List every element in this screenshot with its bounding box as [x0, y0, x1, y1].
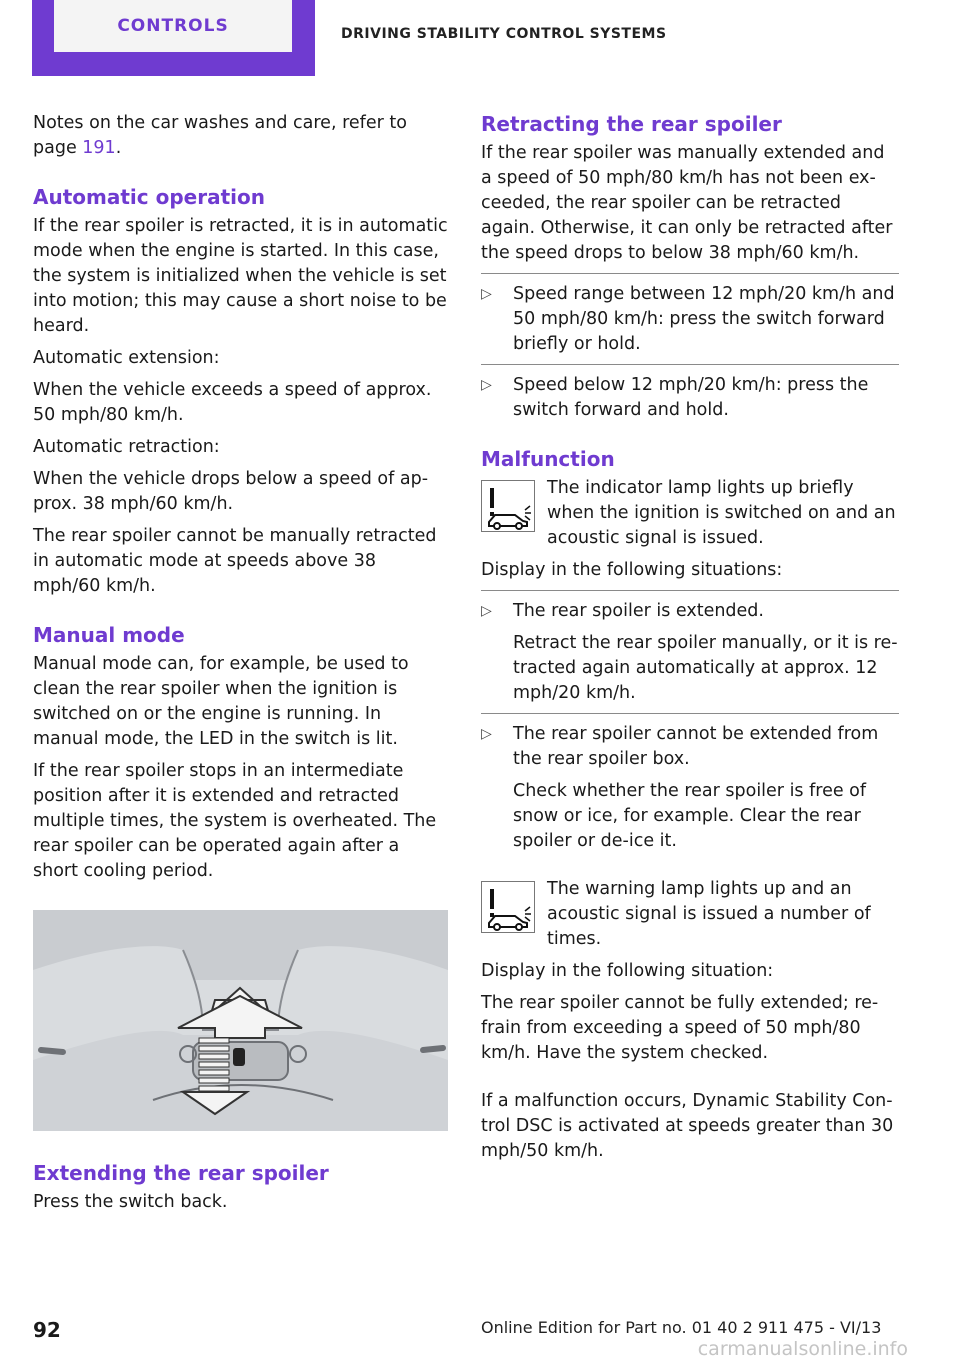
chapter-tab: CONTROLS — [54, 0, 292, 52]
list-item-detail: Retract the rear spoiler manually, or it is retracted again automatically at approx. 12 mph/20 km/h. — [513, 633, 898, 703]
watermark: carmanualsonline.info — [697, 1338, 908, 1360]
paragraph: The warning lamp lights up and an acoustic signal is issued a number of times. — [547, 879, 871, 949]
list-item-text: Speed range between 12 mph/20 km/h and 50 mph/80 km/h: press the switch forward briefly or hold. — [513, 284, 895, 354]
indicator-lamp-note — [481, 476, 899, 551]
page-link[interactable]: 191 — [82, 138, 116, 158]
paragraph: If the rear spoiler stops in an intermediate position after it is extended and retracted multiple times, the system is overheated. The rear spoiler can be operated again after a short cooling period. — [33, 761, 437, 881]
page-number: 92 — [33, 1318, 61, 1342]
label: Automatic retraction: — [33, 437, 220, 457]
heading-manual-mode: Manual mode — [33, 623, 185, 647]
paragraph: If a malfunction occurs, Dynamic Stability Control DSC is activated at speeds greater than 30 mph/50 km/h. — [481, 1091, 894, 1161]
paragraph: If the rear spoiler is retracted, it is in automatic mode when the engine is started. In this case, the system is initialized when the vehicle is set into motion; this may cause a short noise to be heard. — [33, 216, 448, 336]
list-item-text: The rear spoiler is extended. — [513, 601, 764, 621]
rear-spoiler-warning-icon — [481, 480, 535, 532]
intro-end: . — [115, 138, 122, 158]
intro-text: Notes on the car washes and care, refer to page — [33, 113, 407, 158]
paragraph: If the rear spoiler was manually extended and a speed of 50 mph/80 km/h has not been exceeded, the rear spoiler can be retracted again. Otherwise, it can only be retracted after the speed drops to below 38 mph/60 km/h. — [481, 143, 893, 263]
paragraph: The rear spoiler cannot be fully extended; refrain from exceeding a speed of 50 mph/80 km/h. Have the system checked. — [481, 993, 879, 1063]
divider — [481, 590, 899, 591]
bullet-icon: ▷ — [481, 603, 492, 619]
divider — [481, 713, 899, 714]
heading-extending-rear-spoiler: Extending the rear spoiler — [33, 1161, 329, 1185]
left-column — [33, 111, 448, 891]
rear-spoiler-switch-illustration — [33, 910, 448, 1131]
list-item-text: The rear spoiler cannot be extended from the rear spoiler box. — [513, 724, 879, 769]
paragraph: Manual mode can, for example, be used to clean the rear spoiler when the ignition is switched on or the engine is running. In manual mode, the LED in the switch is lit. — [33, 654, 409, 749]
label: Display in the following situation: — [481, 961, 774, 981]
bullet-icon: ▷ — [481, 726, 492, 742]
warning-lamp-note — [481, 877, 899, 952]
label: Automatic extension: — [33, 348, 220, 368]
heading-malfunction: Malfunction — [481, 447, 615, 471]
paragraph: The indicator lamp lights up briefly when the ignition is switched on and an acoustic signal is issued. — [547, 478, 896, 548]
section-title: DRIVING STABILITY CONTROL SYSTEMS — [341, 26, 667, 42]
list-item — [481, 722, 899, 772]
paragraph: The rear spoiler cannot be manually retracted in automatic mode at speeds above 38 mph/60 km/h. — [33, 526, 437, 596]
intro-paragraph — [33, 111, 448, 161]
heading-retracting-rear-spoiler: Retracting the rear spoiler — [481, 112, 782, 136]
paragraph: When the vehicle drops below a speed of approx. 38 mph/60 km/h. — [33, 469, 429, 514]
list-item — [481, 373, 899, 423]
bullet-icon: ▷ — [481, 377, 492, 393]
bullet-icon: ▷ — [481, 286, 492, 302]
list-item — [481, 599, 899, 624]
list-item-detail: Check whether the rear spoiler is free of snow or ice, for example. Clear the rear spoiler or de-ice it. — [513, 781, 867, 851]
divider — [481, 273, 899, 274]
divider — [481, 364, 899, 365]
label: Display in the following situations: — [481, 560, 783, 580]
rear-spoiler-warning-icon — [481, 881, 535, 933]
extend-section — [33, 1160, 448, 1222]
list-item — [481, 282, 899, 357]
right-column — [481, 111, 899, 1171]
paragraph: When the vehicle exceeds a speed of approx. 50 mph/80 km/h. — [33, 380, 432, 425]
paragraph: Press the switch back. — [33, 1192, 228, 1212]
heading-automatic-operation: Automatic operation — [33, 185, 265, 209]
list-item-text: Speed below 12 mph/20 km/h: press the switch forward and hold. — [513, 375, 869, 420]
edition-footer: Online Edition for Part no. 01 40 2 911 475 - VI/13 — [481, 1318, 882, 1337]
